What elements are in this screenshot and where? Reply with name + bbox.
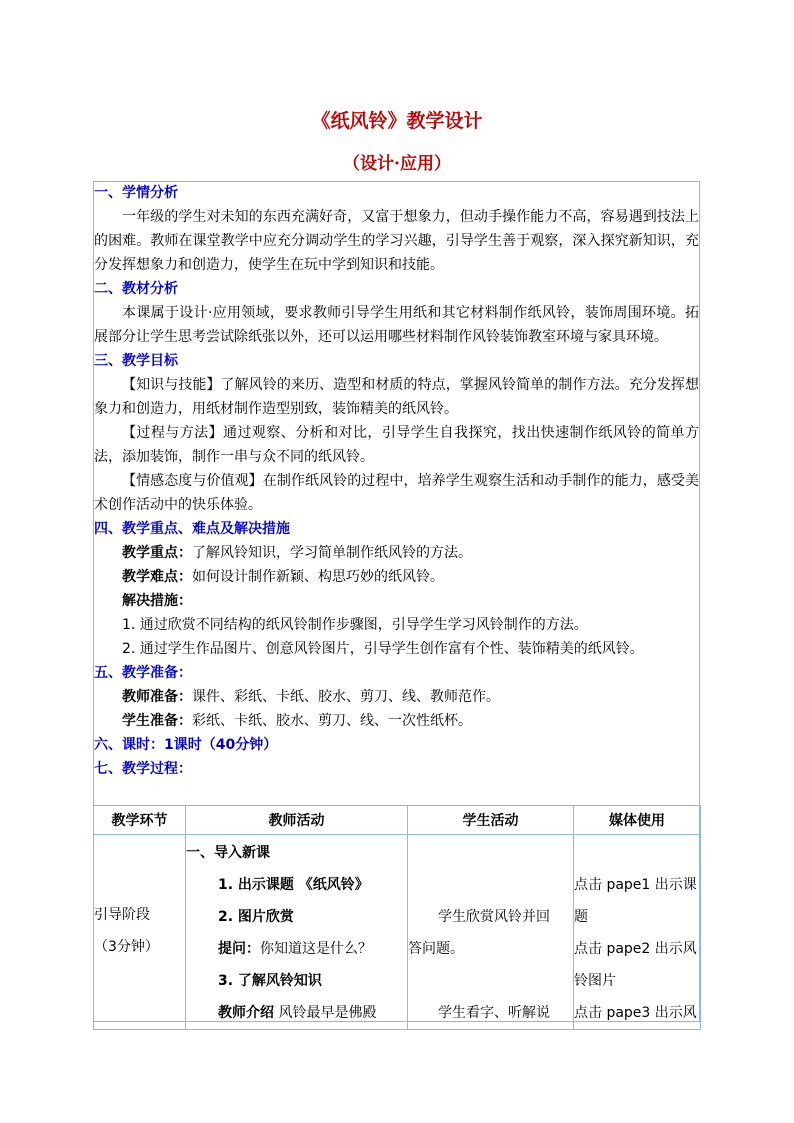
key-point-text: 了解风铃知识，学习简单制作纸风铃的方法。	[192, 545, 472, 561]
media-line-2: 题	[574, 909, 588, 925]
learner-analysis-text: 一年级的学生对未知的东西充满好奇，又富于想象力，但动手操作能力不高，容易遇到技法上的困难。教师在课堂教学中应充分调动学生的学习兴趣，引导学生善于观察，深入探究新知识，充分发挥想象力和创造力，使学生在玩中学到知识和技能。	[94, 209, 699, 273]
section-heading-learner-analysis: 一、学情分析	[94, 185, 178, 201]
student-prep-text: 彩纸、卡纸、胶水、剪刀、线、一次性纸杯。	[192, 713, 472, 729]
teacher-activity-heading: 一、导入新课	[186, 845, 270, 861]
solution-item-2: 2. 通过学生作品图片、创意风铃图片，引导学生创作富有个性、装饰精美的纸风铃。	[122, 641, 644, 657]
teacher-step-2: 2. 图片欣赏	[218, 909, 294, 925]
student-prep-label: 学生准备：	[122, 713, 192, 729]
table-row	[94, 835, 701, 1030]
teacher-question-line	[186, 933, 407, 965]
objective-knowledge: 【知识与技能】了解风铃的来历、造型和材质的特点，掌握风铃简单的制作方法。充分发挥想象力和创造力，用纸材制作造型别致，装饰精美的纸风铃。	[94, 377, 699, 417]
document-body	[94, 181, 699, 781]
header-student-activity: 学生活动	[408, 806, 574, 835]
header-teacher-activity: 教师活动	[186, 806, 408, 835]
stage-name: 引导阶段	[94, 907, 150, 923]
section-heading-process: 七、教学过程：	[94, 761, 192, 777]
media-line-1: 点击 pape1 出示课	[574, 877, 697, 893]
teaching-process-table	[93, 805, 701, 1030]
teacher-step-3: 3. 了解风铃知识	[218, 973, 322, 989]
document-subtitle: （设计·应用）	[343, 154, 451, 174]
stage-duration: （3分钟）	[94, 939, 159, 955]
teacher-intro-label: 教师介绍	[218, 1005, 274, 1021]
section-heading-preparation: 五、教学准备：	[94, 665, 192, 681]
difficulty-line	[94, 565, 699, 589]
teacher-intro-text: 风铃最早是佛殿	[274, 1005, 377, 1021]
teacher-prep-label: 教师准备：	[122, 689, 192, 705]
teacher-question-text: 你知道这是什么？	[260, 941, 372, 957]
media-line-4: 铃图片	[574, 973, 616, 989]
student-activity-cell	[408, 835, 574, 1030]
teacher-prep-line	[94, 685, 699, 709]
solution-item-1: 1. 通过欣赏不同结构的纸风铃制作步骤图，引导学生学习风铃制作的方法。	[122, 617, 588, 633]
student-activity-line-2: 答问题。	[408, 941, 464, 957]
objective-process: 【过程与方法】通过观察、分析和对比，引导学生自我探究，找出快速制作纸风铃的简单方法，添加装饰，制作一串与众不同的纸风铃。	[94, 425, 699, 465]
media-line-3: 点击 pape2 出示风	[574, 941, 697, 957]
header-stage: 教学环节	[94, 806, 186, 835]
difficulty-text: 如何设计制作新颖、构思巧妙的纸风铃。	[192, 569, 444, 585]
section-heading-material-analysis: 二、教材分析	[94, 281, 178, 297]
table-header-row	[94, 806, 701, 835]
stage-cell	[94, 835, 186, 1030]
teacher-question-label: 提问：	[218, 941, 260, 957]
teacher-prep-text: 课件、彩纸、卡纸、胶水、剪刀、线、教师范作。	[192, 689, 500, 705]
difficulty-label: 教学难点：	[122, 569, 192, 585]
teacher-intro-line	[186, 997, 407, 1029]
section-heading-objectives: 三、教学目标	[94, 353, 178, 369]
student-activity-line-1: 学生欣赏风铃并回	[438, 909, 550, 925]
objective-attitude: 【情感态度与价值观】在制作纸风铃的过程中，培养学生观察生活和动手制作的能力，感受美术创作活动中的快乐体验。	[94, 473, 699, 513]
teacher-step-1: 1. 出示课题 《纸风铃》	[218, 877, 369, 893]
media-line-5: 点击 pape3 出示风	[574, 1005, 697, 1021]
document-title: 《纸风铃》教学设计	[311, 110, 483, 132]
student-activity-line-3: 学生看字、听解说	[438, 1005, 550, 1021]
teacher-activity-cell	[186, 835, 408, 1030]
material-analysis-text: 本课属于设计·应用领域，要求教师引导学生用纸和其它材料制作纸风铃，装饰周围环境。拓展部分让学生思考尝试除纸张以外，还可以运用哪些材料制作风铃装饰教室环境与家具环境。	[94, 305, 699, 345]
solution-label: 解决措施：	[122, 593, 192, 609]
section-heading-key-points: 四、教学重点、难点及解决措施	[94, 521, 290, 537]
section-heading-class-hours: 六、课时：1课时（40分钟）	[94, 737, 278, 753]
header-media-use: 媒体使用	[574, 806, 701, 835]
key-point-label: 教学重点：	[122, 545, 192, 561]
media-use-cell	[574, 835, 701, 1030]
student-prep-line	[94, 709, 699, 733]
key-point-line	[94, 541, 699, 565]
